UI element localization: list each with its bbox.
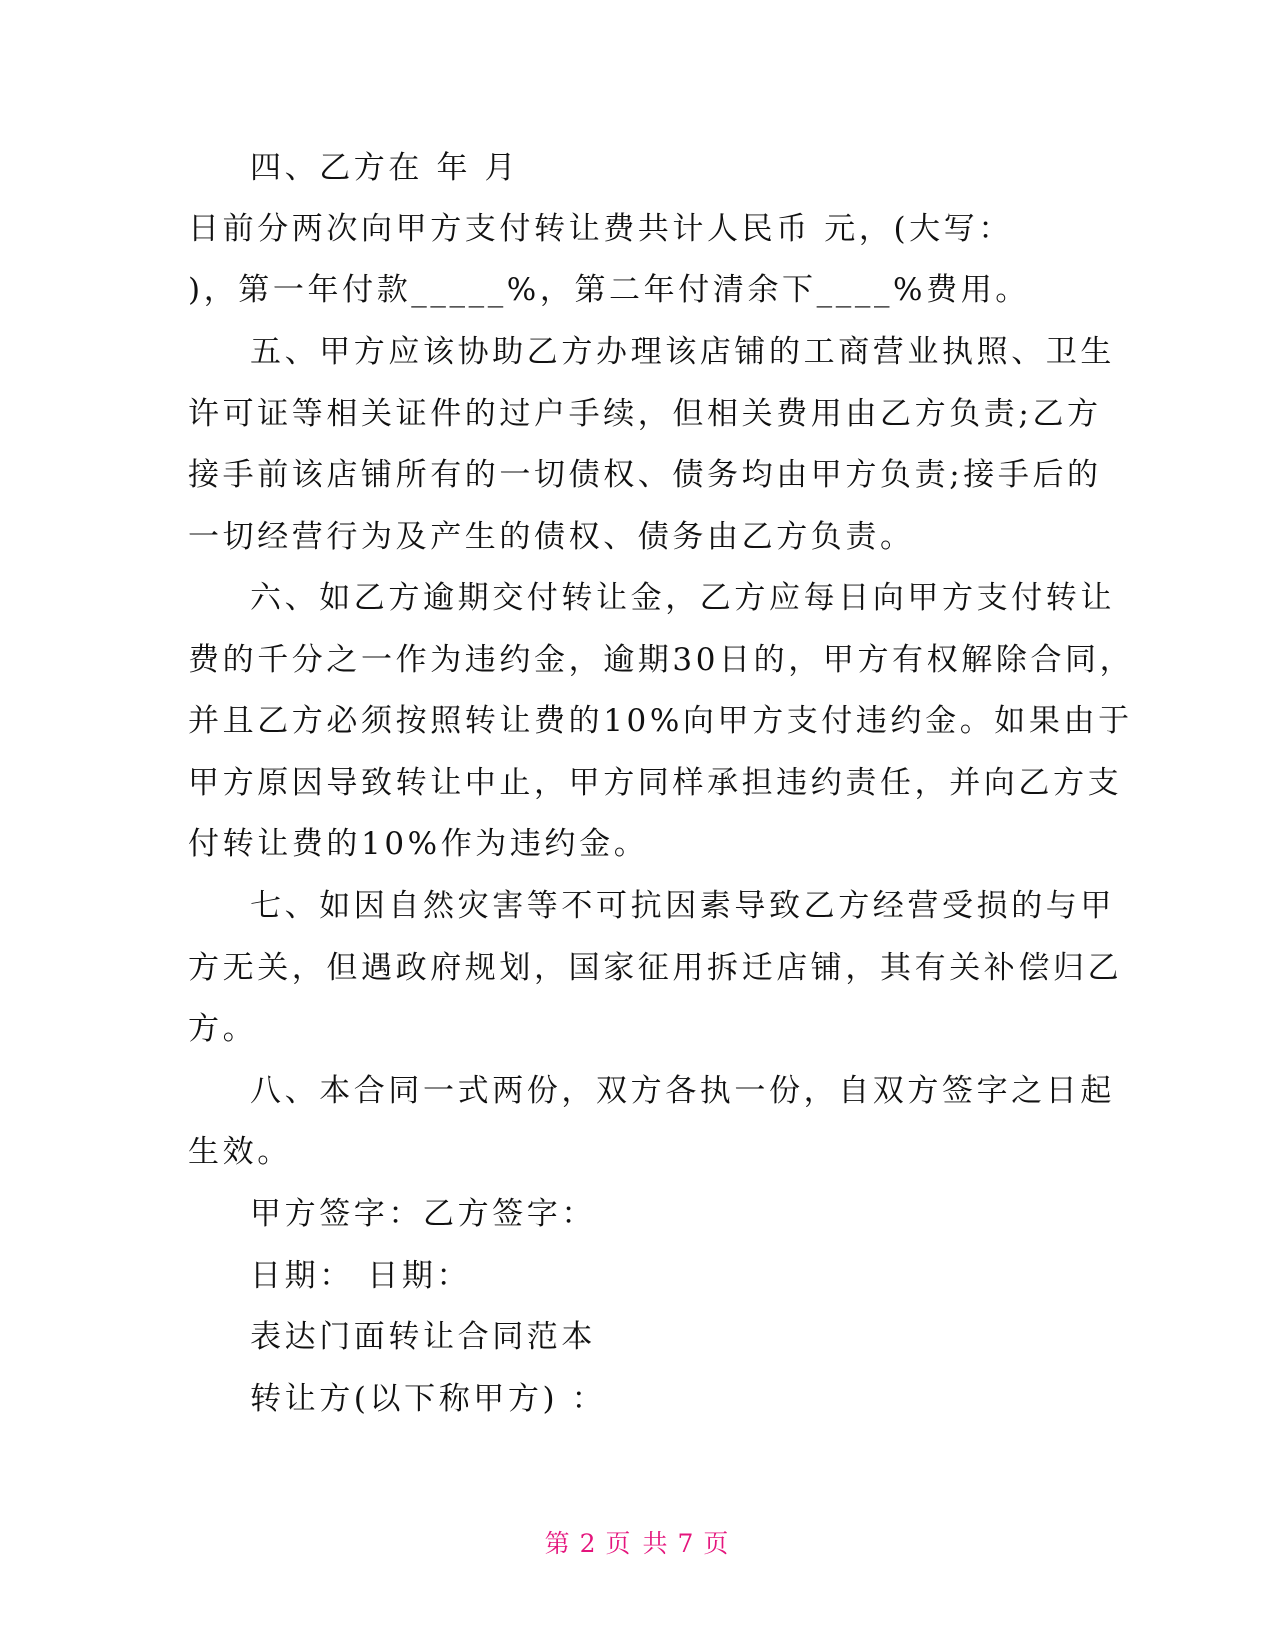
- clause-6-line-4: 甲方原因导致转让中止，甲方同样承担违约责任，并向乙方支: [188, 765, 1123, 801]
- clause-7-line-1: 七、如因自然灾害等不可抗因素导致乙方经营受损的与甲: [250, 888, 1115, 924]
- clause-4-line-1: 四、乙方在 年 月: [250, 150, 520, 186]
- transferor-line: 转让方(以下称甲方) ：: [250, 1381, 607, 1417]
- date-line: 日期： 日期：: [250, 1258, 472, 1294]
- clause-7-line-2: 方无关，但遇政府规划，国家征用拆迁店铺，其有关补偿归乙: [188, 950, 1123, 986]
- clause-8-line-1: 八、本合同一式两份，双方各执一份，自双方签字之日起: [250, 1073, 1115, 1109]
- clause-7-line-3: 方。: [188, 1011, 258, 1047]
- clause-5-line-2: 许可证等相关证件的过户手续，但相关费用由乙方负责;乙方: [188, 396, 1102, 432]
- clause-5-line-4: 一切经营行为及产生的债权、债务由乙方负责。: [188, 519, 915, 555]
- page-footer: [0, 1528, 1275, 1560]
- clause-8-line-2: 生效。: [188, 1134, 292, 1170]
- clause-6-line-2: 费的千分之一作为违约金，逾期30日的，甲方有权解除合同，: [188, 642, 1135, 678]
- clause-6-line-3: 并且乙方必须按照转让费的10%向甲方支付违约金。如果由于: [188, 703, 1133, 739]
- footer-middle: 页 共: [605, 1529, 670, 1558]
- clause-5-line-3: 接手前该店铺所有的一切债权、债务均由甲方负责;接手后的: [188, 457, 1102, 493]
- clause-6-line-5: 付转让费的10%作为违约金。: [188, 826, 649, 862]
- signature-line: 甲方签字：乙方签字：: [250, 1196, 596, 1232]
- footer-prefix: 第: [544, 1529, 572, 1558]
- footer-suffix: 页: [703, 1529, 731, 1558]
- footer-current-page: 2: [579, 1529, 598, 1558]
- clause-4-line-2: 日前分两次向甲方支付转让费共计人民币 元，(大写：: [188, 211, 1013, 247]
- clause-5-line-1: 五、甲方应该协助乙方办理该店铺的工商营业执照、卫生: [250, 334, 1115, 370]
- section-title: 表达门面转让合同范本: [250, 1319, 596, 1355]
- clause-4-line-3: )，第一年付款_____%，第二年付清余下____%费用。: [188, 272, 1030, 308]
- footer-total-pages: 7: [677, 1529, 696, 1558]
- clause-6-line-1: 六、如乙方逾期交付转让金，乙方应每日向甲方支付转让: [250, 580, 1115, 616]
